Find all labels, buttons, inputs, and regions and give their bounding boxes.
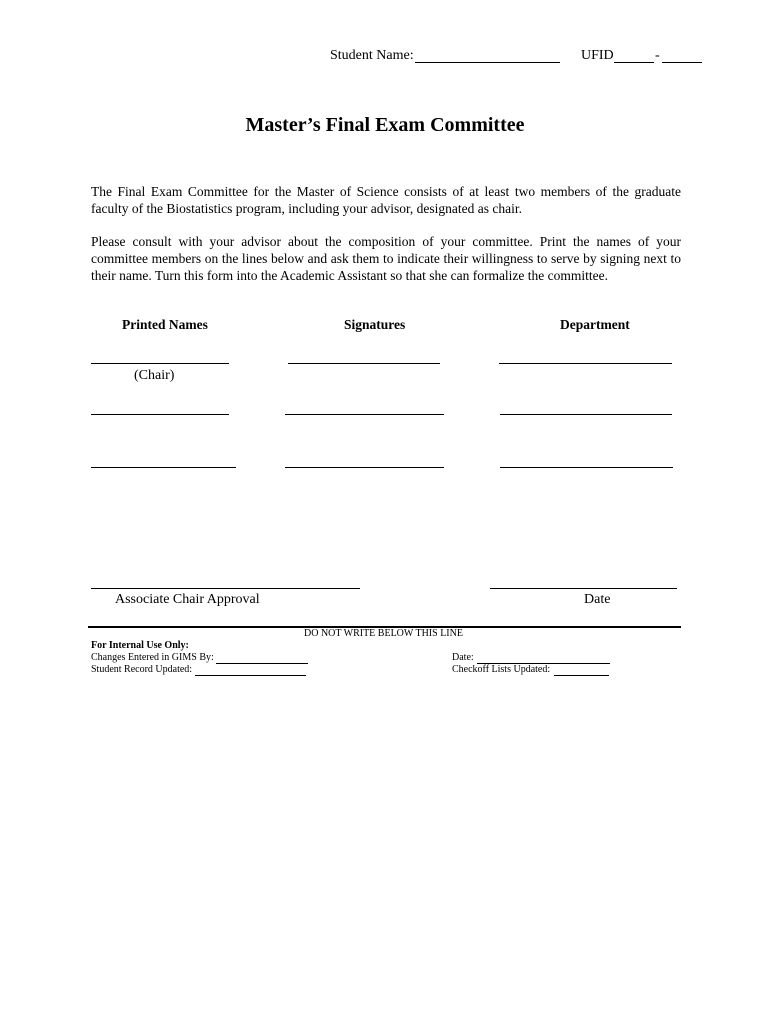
member3-name-line[interactable] xyxy=(91,467,236,468)
chair-note: (Chair) xyxy=(134,368,175,383)
gims-field[interactable] xyxy=(216,663,308,664)
student-record-label: Student Record Updated: xyxy=(91,664,193,675)
internal-use-heading: For Internal Use Only: xyxy=(91,640,189,651)
internal-date-label: Date: xyxy=(452,652,474,663)
chair-name-line[interactable] xyxy=(91,363,229,364)
col-header-signatures: Signatures xyxy=(344,317,406,332)
col-header-printed-names: Printed Names xyxy=(122,317,208,332)
checkoff-label: Checkoff Lists Updated: xyxy=(452,664,551,675)
page-title: Master’s Final Exam Committee xyxy=(245,114,525,136)
instructions-paragraph: Please consult with your advisor about the composition of your committee. Print the names of your committee members on the lines below and ask them to indicate their willingness to serve by signing next to their name. Turn this form into the Academic Assistant so that she can formalize the committee. xyxy=(91,234,681,283)
checkoff-field[interactable] xyxy=(554,675,609,676)
ufid-label: UFID xyxy=(581,48,614,63)
chair-department-line[interactable] xyxy=(499,363,672,364)
approval-date-label: Date xyxy=(584,592,611,607)
do-not-write-warning: DO NOT WRITE BELOW THIS LINE xyxy=(304,628,463,639)
associate-chair-approval-label: Associate Chair Approval xyxy=(115,592,260,607)
chair-signature-line[interactable] xyxy=(288,363,440,364)
col-header-department: Department xyxy=(560,317,630,332)
intro-paragraph: The Final Exam Committee for the Master of Science consists of at least two members of the graduate faculty of the Biostatistics program, including your advisor, designated as chair. xyxy=(91,184,681,216)
member3-signature-line[interactable] xyxy=(285,467,444,468)
student-record-field[interactable] xyxy=(195,675,306,676)
associate-chair-approval-line[interactable] xyxy=(91,588,360,589)
ufid-field-part2[interactable] xyxy=(662,62,702,63)
approval-date-line[interactable] xyxy=(490,588,677,589)
member3-department-line[interactable] xyxy=(500,467,673,468)
ufid-separator: - xyxy=(655,48,660,63)
student-name-label: Student Name: xyxy=(330,48,414,63)
student-name-field[interactable] xyxy=(415,62,560,63)
member2-department-line[interactable] xyxy=(500,414,672,415)
member2-name-line[interactable] xyxy=(91,414,229,415)
gims-label: Changes Entered in GIMS By: xyxy=(91,652,214,663)
member2-signature-line[interactable] xyxy=(285,414,444,415)
ufid-field-part1[interactable] xyxy=(614,62,654,63)
